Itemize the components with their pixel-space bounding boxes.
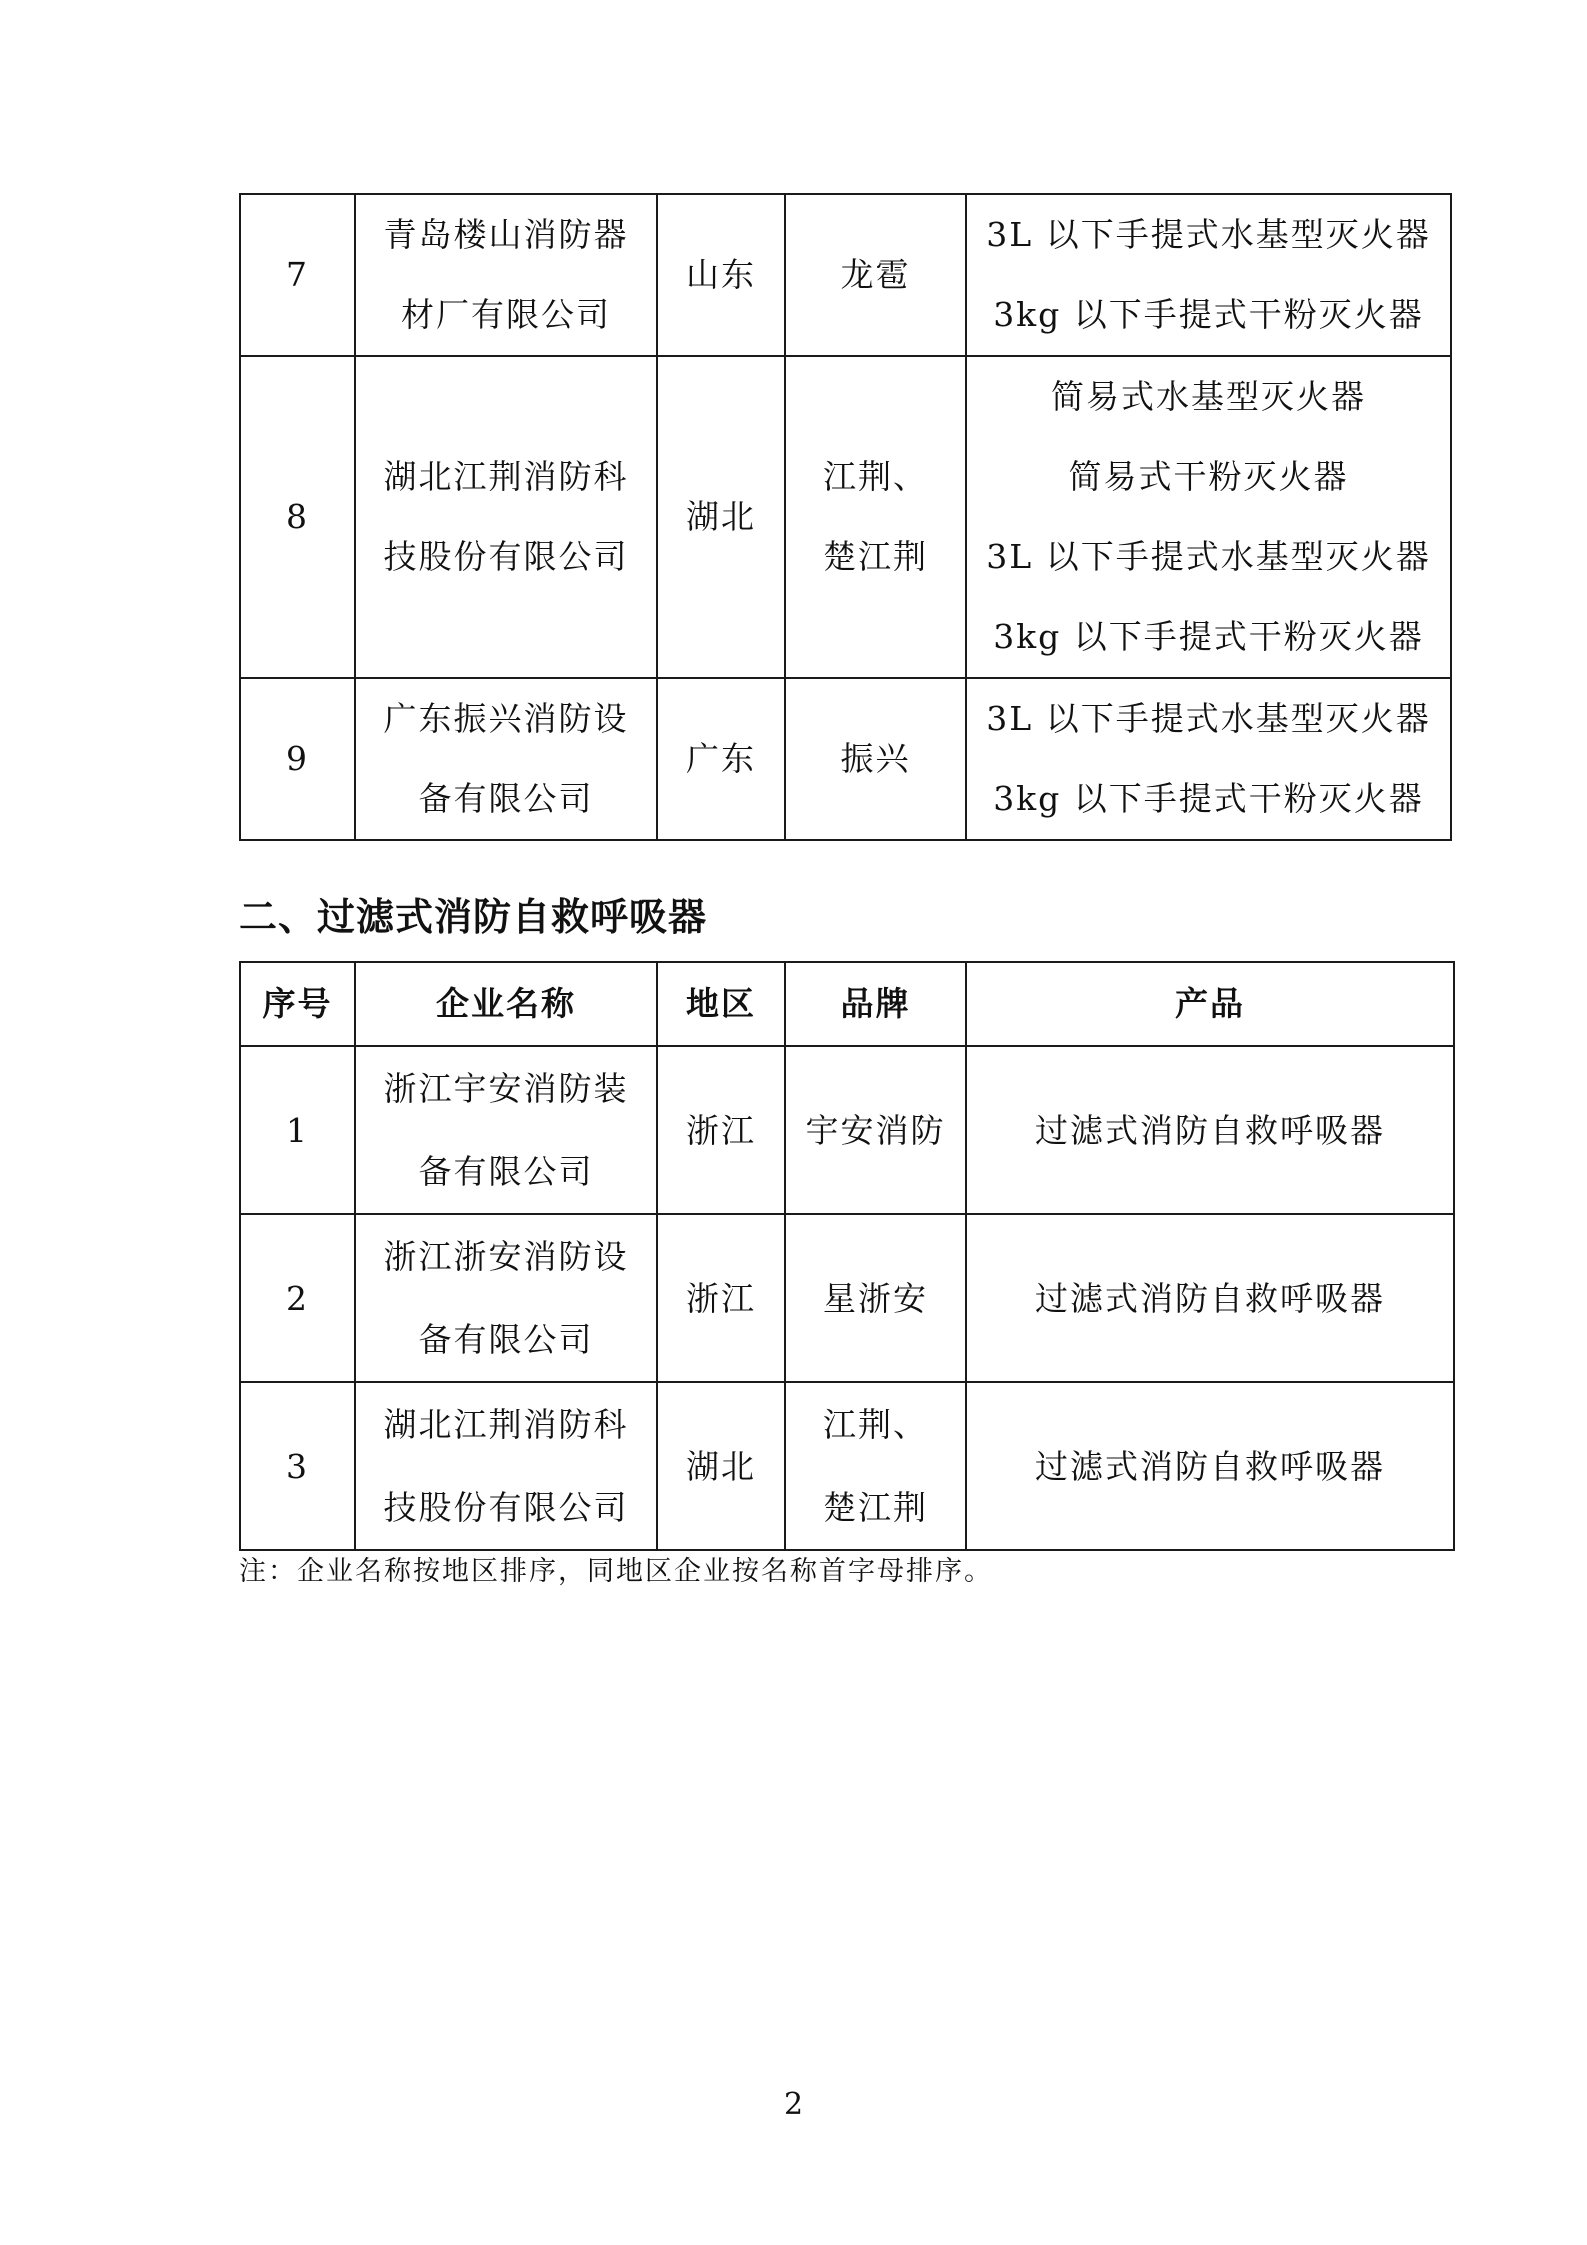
brand: 宇安消防 xyxy=(785,1046,966,1214)
respirator-table xyxy=(239,961,1455,1551)
product: 过滤式消防自救呼吸器 xyxy=(966,1214,1454,1382)
company-name: 青岛楼山消防器 材厂有限公司 xyxy=(355,194,657,356)
header-region: 地区 xyxy=(657,962,785,1046)
region: 广东 xyxy=(657,678,785,840)
row-number: 1 xyxy=(240,1046,355,1214)
region: 浙江 xyxy=(657,1046,785,1214)
brand: 星浙安 xyxy=(785,1214,966,1382)
region: 湖北 xyxy=(657,356,785,678)
product: 过滤式消防自救呼吸器 xyxy=(966,1046,1454,1214)
brand: 龙雹 xyxy=(785,194,966,356)
region: 山东 xyxy=(657,194,785,356)
section-heading: 二、过滤式消防自救呼吸器 xyxy=(239,895,708,939)
table-row xyxy=(240,356,1451,678)
row-number: 7 xyxy=(240,194,355,356)
row-number: 3 xyxy=(240,1382,355,1550)
company-name: 浙江浙安消防设 备有限公司 xyxy=(355,1214,657,1382)
company-name: 湖北江荆消防科 技股份有限公司 xyxy=(355,1382,657,1550)
products: 简易式水基型灭火器 简易式干粉灭火器 3L 以下手提式水基型灭火器 3kg 以下手提式干粉灭火器 xyxy=(966,356,1451,678)
region: 浙江 xyxy=(657,1214,785,1382)
header-product: 产品 xyxy=(966,962,1454,1046)
row-number: 2 xyxy=(240,1214,355,1382)
footnote: 注：企业名称按地区排序，同地区企业按名称首字母排序。 xyxy=(239,1556,993,1587)
product: 过滤式消防自救呼吸器 xyxy=(966,1382,1454,1550)
table-row xyxy=(240,1382,1454,1550)
table-row xyxy=(240,1046,1454,1214)
row-number: 8 xyxy=(240,356,355,678)
region: 湖北 xyxy=(657,1382,785,1550)
table-row xyxy=(240,194,1451,356)
company-name: 湖北江荆消防科 技股份有限公司 xyxy=(355,356,657,678)
header-number: 序号 xyxy=(240,962,355,1046)
company-name: 浙江宇安消防装 备有限公司 xyxy=(355,1046,657,1214)
brand: 江荆、 楚江荆 xyxy=(785,1382,966,1550)
products: 3L 以下手提式水基型灭火器 3kg 以下手提式干粉灭火器 xyxy=(966,194,1451,356)
company-name: 广东振兴消防设 备有限公司 xyxy=(355,678,657,840)
header-brand: 品牌 xyxy=(785,962,966,1046)
brand: 振兴 xyxy=(785,678,966,840)
brand: 江荆、 楚江荆 xyxy=(785,356,966,678)
page-number: 2 xyxy=(783,2087,804,2122)
extinguisher-table xyxy=(239,193,1452,841)
table-header-row xyxy=(240,962,1454,1046)
header-company: 企业名称 xyxy=(355,962,657,1046)
row-number: 9 xyxy=(240,678,355,840)
table-row xyxy=(240,1214,1454,1382)
table-row xyxy=(240,678,1451,840)
products: 3L 以下手提式水基型灭火器 3kg 以下手提式干粉灭火器 xyxy=(966,678,1451,840)
